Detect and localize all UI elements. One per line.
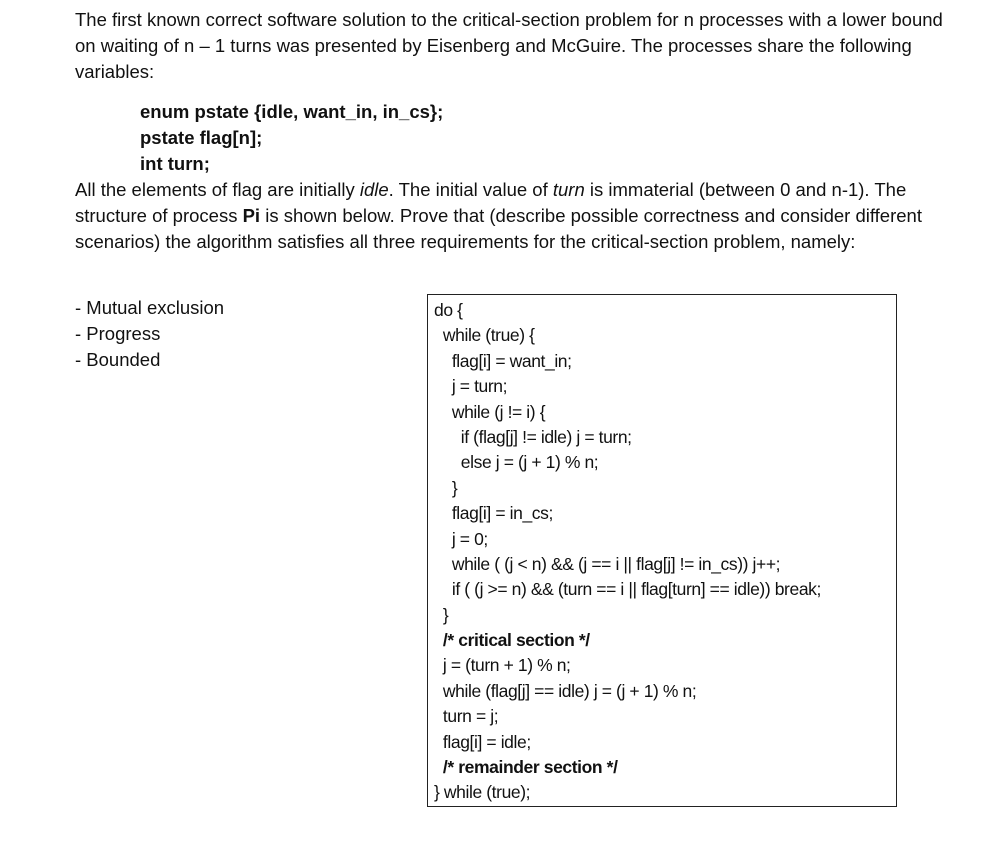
code-line: if (flag[j] != idle) j = turn; xyxy=(434,426,632,447)
code-line: if ( (j >= n) && (turn == i || flag[turn] == idle)) break; xyxy=(434,579,821,600)
para-text: is shown below. Prove that (describe possible correctness and consider different scenarios) the algorithm satisfies all three requirements for the critical-section problem, namely: xyxy=(75,205,922,252)
code-line: j = turn; xyxy=(434,376,508,397)
para-text: is immaterial (between 0 and n-1). The structure of process xyxy=(75,179,907,226)
code-line: while (j != i) { xyxy=(434,401,546,422)
code-line: while ( (j < n) && (j == i || flag[j] != in_cs)) j++; xyxy=(434,553,781,574)
requirement-item: - Progress xyxy=(75,323,161,344)
code-line: j = (turn + 1) % n; xyxy=(434,655,571,676)
code-line: flag[i] = want_in; xyxy=(434,350,572,371)
code-line: } xyxy=(434,604,449,625)
decl-turn: int turn; xyxy=(140,153,210,174)
turn-term: turn xyxy=(552,179,585,200)
code-line: } while (true); xyxy=(434,782,531,803)
decl-flag: pstate flag[n]; xyxy=(140,127,263,148)
requirement-item: - Mutual exclusion xyxy=(75,297,225,318)
code-line: while (true) { xyxy=(434,325,535,346)
pi-term: Pi xyxy=(242,205,261,226)
code-line: do { xyxy=(434,300,463,320)
decl-enum: enum pstate {idle, want_in, in_cs}; xyxy=(140,101,444,122)
intro-paragraph: The first known correct software solution to the critical-section problem for n processes with a lower bound on waiting of n – 1 turns was presented by Eisenberg and McGuire. The processes share the following variables: xyxy=(75,9,943,82)
para-text: All the elements of flag are initially xyxy=(75,179,360,200)
code-comment-remainder-section: /* remainder section */ xyxy=(434,757,618,778)
code-line: while (flag[j] == idle) j = (j + 1) % n; xyxy=(434,680,697,701)
code-line: } xyxy=(434,477,458,498)
code-line: else j = (j + 1) % n; xyxy=(434,452,599,473)
shared-variable-declarations xyxy=(140,99,443,177)
code-line: flag[i] = idle; xyxy=(434,731,531,752)
requirements-list xyxy=(75,295,224,373)
code-listing xyxy=(434,298,821,806)
idle-term: idle xyxy=(359,179,389,200)
code-line: flag[i] = in_cs; xyxy=(434,503,553,524)
code-line: j = 0; xyxy=(434,528,488,549)
code-line: turn = j; xyxy=(434,706,499,727)
code-listing-box xyxy=(427,294,897,807)
para-text: . The initial value of xyxy=(388,179,553,200)
problem-paragraph xyxy=(75,177,945,255)
code-comment-critical-section: /* critical section */ xyxy=(434,630,590,651)
requirement-item: - Bounded xyxy=(75,349,161,370)
